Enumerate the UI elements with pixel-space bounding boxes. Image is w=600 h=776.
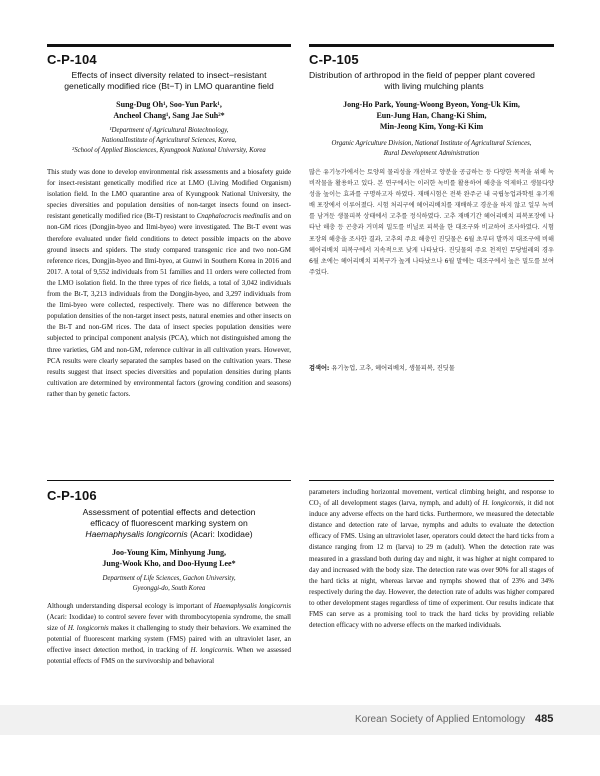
abstract-body-cp104 (47, 167, 291, 400)
title-line-2: genetically modified rice (Bt−T) in LMO quarantine field (64, 81, 274, 91)
section-rule-right (309, 480, 554, 481)
keywords-label: 검색어: (309, 365, 330, 372)
species-name: Cnaphalocrocis medinalis (196, 212, 271, 221)
abstract-code-cp106: C-P-106 (47, 488, 97, 503)
title-line-1: Effects of insect diversity related to insect−resistant (71, 70, 267, 80)
species-name: Haemaphysalis longicornis (213, 602, 291, 610)
body-text-part-d: . When we assessed potential effects of FMS on the survivorship and behavioral (47, 646, 292, 666)
affiliation-cp106 (47, 574, 291, 594)
top-rule-right (309, 44, 554, 47)
body-text-part-a: Although understanding dispersal ecology is important of (47, 602, 212, 610)
affil-line-1: ¹Department of Agricultural Biotechnology, (109, 127, 229, 134)
authors-line-1: Joo-Young Kim, Minhyung Jung, (111, 548, 227, 557)
abstract-title-cp105 (309, 70, 559, 92)
abstract-body-cp106-left (47, 601, 291, 668)
species-name: H. longicornis (482, 499, 524, 508)
title-line-1: Assessment of potential effects and detection (82, 507, 256, 517)
body-text-part-a: parameters including horizontal movement, vertical climbing height, and response to CO₂ of all development stages (larva, nymph, and adult) of (309, 488, 554, 508)
title-line-2: efficacy of fluorescent marking system on (90, 518, 248, 528)
authors-line-2: Jung-Wook Kho, and Doo-Hyung Lee* (102, 559, 236, 568)
body-text-part-1: This study was done to develop environmental risk assessments and a biosafety guide for insect-resistant genetically modified rice at LMO (Living Modified Organism) isolation field. In the LMO quarantine area of Kyungpook National University, the species diversities and population densities of non-target insects found on insect-resistant genetically modified rice (Bt-T) resistant to (47, 168, 291, 221)
title-line-2: with living mulching plants (384, 81, 484, 91)
affil-line-3: ²School of Applied Biosciences, Kyungpook National University, Korea (72, 147, 266, 154)
authors-line-2: Ancheol Chang¹, Sang Jae Suh²* (113, 111, 225, 120)
body-text-part-c: makes it challenging to study their behaviors. We examined the potential of fluorescent marking system (FMS) paired with an ultraviolet laser, an effective insect detection method, in tracking of (47, 624, 292, 655)
authors-cp104 (47, 99, 291, 121)
abstract-body-cp106-right (309, 487, 554, 631)
body-text-part-2: and on non-GM rices (Dongjin-byeo and Ilmi-byeo) were investigated. The Bt-T event was therefore evaluated under field conditions to detect possible impacts on the above ground insects and spiders. The study compared transgenic rice and two non-GM reference rices, Dongjin-byeo and Ilmi-byeo, at Gunwi in Southern Korea in 2016 and 2017. A total of 9,552 individuals from 51 families and 11 orders were collected from the LMO isolation field. In the three types of rice fields, a total of 3,042 individuals from the Bt-T, 3,213 individuals from the Dongjin-byeo, and 3,297 individuals from the Ilmi-byeo were collected, respectively. There was no difference between the population densities of the non-target insect pests, natural enemies and other insects on the Bt-T and non-GM rices. The data of insect species population densities were subjected to principal component analysis (PCA), which not distinguished among the three varieties, GM and non-GM, reference cultivar in all cultivation years. However, PCA results were clearly separated the samples based on the cultivation years. These results suggest that insect species diversities and population densities during plants cultivation are determined by environmental factors (growing condition and seasons) rather than by genetic factors. (47, 212, 291, 398)
authors-cp106 (47, 547, 291, 569)
affil-line-2: NationalInstitute of Agricultural Sciences, Korea, (101, 137, 237, 144)
title-taxon: (Acari: Ixodidae) (190, 529, 253, 539)
body-paragraph (309, 487, 554, 631)
authors-line-1: Sung-Dug Oh¹, Soo-Yun Park¹, (116, 100, 222, 109)
title-line-1: Distribution of arthropod in the field of pepper plant covered (309, 70, 535, 80)
page-number: 485 (535, 713, 554, 725)
authors-line-1: Jong-Ho Park, Young-Woong Byeon, Yong-Uk Kim, (343, 100, 520, 109)
section-rule-left (47, 480, 291, 481)
title-line-3 (47, 529, 291, 540)
abstract-title-cp106 (47, 507, 291, 540)
body-text-part-b: (Acari: Ixodidae) to control severe fever with thrombocytopenia syndrome, the small size of (47, 613, 291, 633)
abstract-code-cp105: C-P-105 (309, 52, 359, 67)
body-paragraph (47, 167, 291, 400)
keywords-cp105 (309, 363, 554, 374)
species-name: H. longicornis (190, 646, 233, 655)
title-species-name: Haemaphysalis longicornis (85, 529, 188, 539)
body-text-part-b: , it did not induce any adverse effects on the hard ticks. Furthermore, we measured the detectable distance and detection rate of larvae, nymphs and adults to evaluate the detection efficacy of FMS. Using an ultraviolet laser, operators could detect the hard ticks from a distance ranging from 12 m (larva) to 29 m (adult). When the detection rate was measured in a grassland both during day and night, it was higher at night compared to day and increased with the body size. The detection rate was over 90% for all stages of the hard ticks at night, whereas larvae and nymphs showed that of 23% and 34% respectively during the day. However, the detection rate of adults was higher compared to other development stages regardless of time of experiment. Our results indicate that FMS can serve as a promising tool to track the hard ticks by providing reliable detection efficacy with no adverse effects on the marked individuals. (309, 499, 555, 630)
body-paragraph (47, 601, 291, 668)
keywords-text: 유기농업, 고추, 헤어리베치, 생물피복, 진딧물 (331, 365, 455, 372)
affil-line-1: Organic Agriculture Division, National Institute of Agricultural Sciences, (331, 140, 532, 147)
authors-line-2: Eun-Jung Han, Chang-Ki Shim, (376, 111, 487, 120)
footer-society-name: Korean Society of Applied Entomology (355, 714, 526, 725)
affil-line-2: Rural Development Administration (383, 150, 480, 157)
affiliation-cp104 (47, 126, 291, 156)
affil-line-2: Gyeonggi-do, South Korea (132, 585, 206, 592)
abstract-title-cp104 (47, 70, 291, 92)
top-rule-left (47, 44, 291, 47)
affiliation-cp105 (309, 139, 554, 159)
authors-cp105 (309, 99, 554, 132)
species-name: H. longicornis (67, 624, 109, 633)
abstract-code-cp104: C-P-104 (47, 52, 97, 67)
affil-line-1: Department of Life Sciences, Gachon University, (102, 575, 236, 582)
authors-line-3: Min-Jeong Kim, Yong-Ki Kim (379, 122, 484, 131)
abstract-body-cp105: 많은 유기농가에서는 토양의 물리성을 개선하고 양분을 공급하는 등 다양한 목적을 위해 녹비작물을 활용하고 있다. 본 연구에서는 이러한 녹비를 활용하여 해충을 억제하고 생물다양성을 높이는 효과를 구명하고자 하였다. 재배시험은 전북 완주군 내 국립농업과학원 유기재배 포장에서 이루어졌다. 시험 처리구에 헤어리베치를 재배하고 경운을 하지 않고 일부 녹비를 남겨둔 생물피복 상태에서 고추를 정식하였다. 고추 재배기간 헤어리베치 피복포장에 나타난 해충 등 곤충과 거미의 밀도를 비닐로 피복을 한 대조구와 비교하여 조사하였다. 시험포장의 해충을 조사한 결과, 고추의 주요 해충인 진딧물은 6월 초부터 발까지 대조구에 비해 헤어리베치 피복구에서 지속적으로 낮게 나타났다. 진딧물의 주요 천적인 무당벌레의 경우 6월 초에는 헤어리베치 피복구가 높게 나타났으나 6월 말에는 대조구에서 높은 밀도를 보여주었다. (309, 169, 554, 276)
